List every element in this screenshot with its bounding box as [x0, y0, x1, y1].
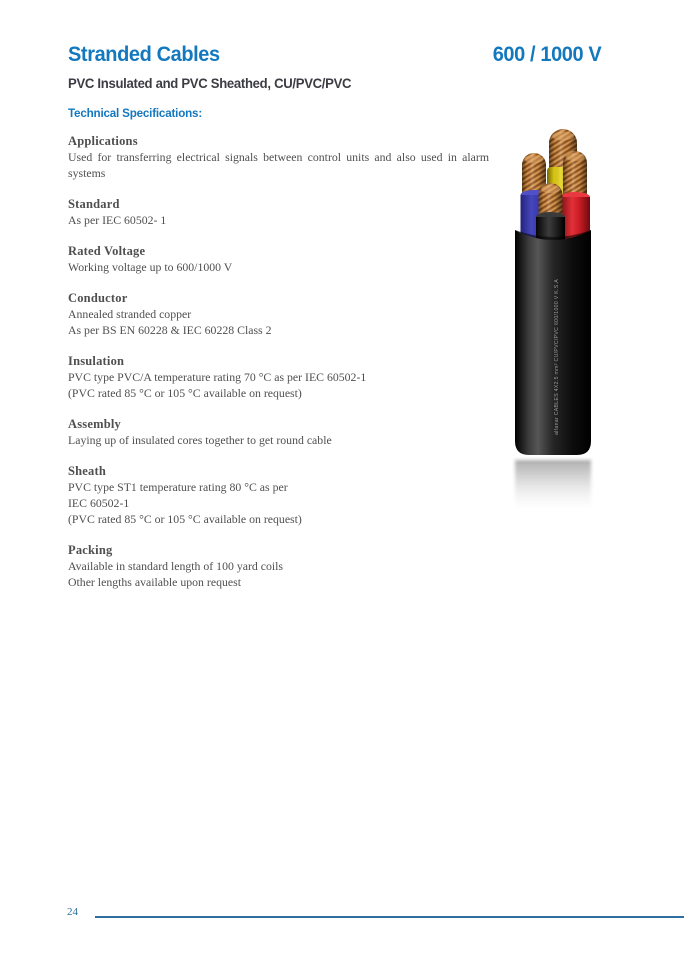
spec-sections [68, 133, 489, 605]
spec-heading: Sheath [68, 464, 107, 478]
spec-heading: Rated Voltage [68, 244, 146, 258]
footer-rule [95, 916, 684, 918]
spec-body: Used for transferring electrical signals between control units and also used in alarm systems [68, 150, 489, 180]
spec-line: IEC 60502-1 [68, 496, 130, 510]
spec-line: PVC type ST1 temperature rating 80 °C as per [68, 480, 288, 494]
cable-reflection [515, 460, 591, 508]
cable-illustration [503, 123, 605, 515]
spec-section [68, 243, 489, 275]
cable-photo [503, 123, 605, 515]
spec-section [68, 196, 489, 228]
spec-section [68, 353, 489, 401]
spec-section [68, 416, 489, 448]
cable-print-text: alfanar CABLES 4X2.5 mm² CU/PVC/PVC 600/1000 V K.S.A [554, 278, 560, 435]
spec-heading: Packing [68, 543, 113, 557]
spec-heading: Insulation [68, 354, 125, 368]
cable-sheath [515, 230, 591, 455]
spec-heading: Standard [68, 197, 120, 211]
header-row [68, 42, 601, 68]
spec-line: As per BS EN 60228 & IEC 60228 Class 2 [68, 323, 272, 337]
page-title: Stranded Cables [68, 43, 220, 66]
page-subtitle: PVC Insulated and PVC Sheathed, CU/PVC/PVC [68, 76, 352, 91]
spec-body [68, 212, 489, 228]
voltage-rating: 600 / 1000 V [492, 43, 601, 66]
spec-heading: Assembly [68, 417, 121, 431]
spec-line: (PVC rated 85 °C or 105 °C available on request) [68, 512, 302, 526]
spec-body [68, 259, 489, 275]
spec-section [68, 290, 489, 338]
spec-body [68, 306, 489, 338]
spec-heading: Applications [68, 134, 138, 148]
spec-line: Other lengths available upon request [68, 575, 241, 589]
spec-line: PVC type PVC/A temperature rating 70 °C as per IEC 60502-1 [68, 370, 367, 384]
page-number: 24 [67, 906, 78, 918]
spec-body [68, 479, 489, 527]
technical-specifications-label: Technical Specifications: [68, 106, 203, 120]
spec-line: Available in standard length of 100 yard coils [68, 559, 284, 573]
spec-section [68, 542, 489, 590]
spec-line: As per IEC 60502- 1 [68, 213, 167, 227]
spec-body [68, 558, 489, 590]
spec-section [68, 463, 489, 527]
spec-line: Annealed stranded copper [68, 307, 192, 321]
spec-line: Working voltage up to 600/1000 V [68, 260, 233, 274]
spec-section [68, 133, 489, 181]
spec-line: Laying up of insulated cores together to get round cable [68, 433, 332, 447]
spec-heading: Conductor [68, 291, 128, 305]
spec-body [68, 432, 489, 448]
spec-body [68, 369, 489, 401]
spec-line: (PVC rated 85 °C or 105 °C available on request) [68, 386, 302, 400]
